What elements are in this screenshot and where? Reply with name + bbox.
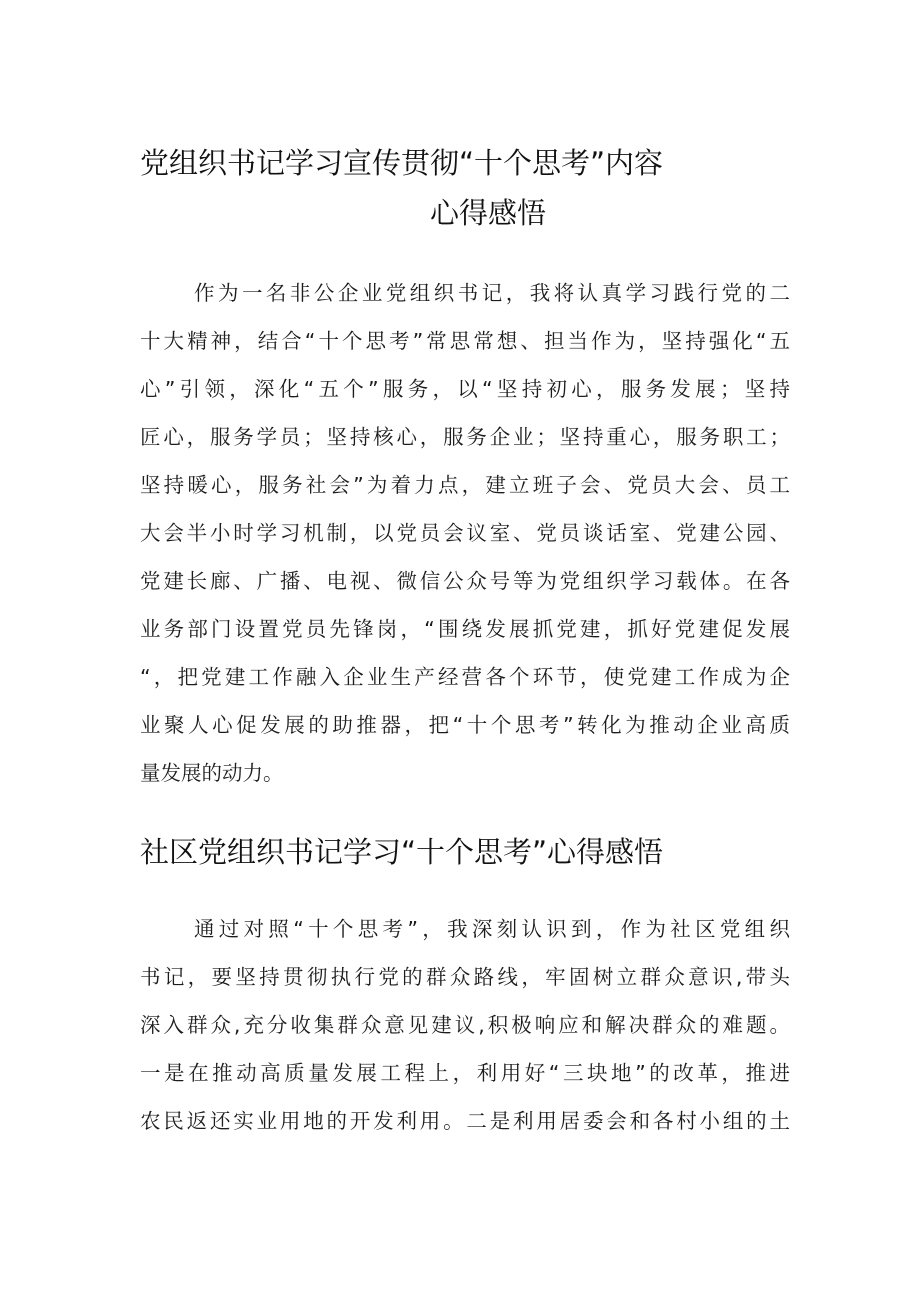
section1-paragraph-line: 业聚人心促发展的助推器，把“十个思考”转化为推动企业高质: [140, 713, 790, 737]
section1-paragraph-line: 十大精神，结合“十个思考”常思常想、担当作为，坚持强化“五: [140, 329, 790, 353]
section2-paragraph-line: 一是在推动高质量发展工程上，利用好“三块地”的改革，推进: [140, 1061, 790, 1085]
section2-paragraph-line: 农民返还实业用地的开发利用。二是利用居委会和各村小组的土: [140, 1109, 790, 1133]
section1-paragraph-line: 大会半小时学习机制，以党员会议室、党员谈话室、党建公园、: [140, 521, 790, 545]
section2-paragraph-line: 书记，要坚持贯彻执行党的群众路线，牢固树立群众意识,带头: [140, 965, 790, 989]
section1-paragraph-line: 作为一名非公企业党组织书记，我将认真学习践行党的二: [194, 281, 790, 305]
section2-title: 社区党组织书记学习“十个思考”心得感悟: [140, 835, 664, 869]
section1-paragraph-line: “，把党建工作融入企业生产经营各个环节，使党建工作成为企: [140, 665, 790, 689]
section1-paragraph-line: 业务部门设置党员先锋岗，“围绕发展抓党建，抓好党建促发展: [140, 617, 790, 641]
section1-paragraph-line: 坚持暖心，服务社会”为着力点，建立班子会、党员大会、员工: [140, 473, 790, 497]
section1-paragraph-line: 量发展的动力。: [140, 761, 284, 785]
section1-paragraph-line: 匠心，服务学员；坚持核心，服务企业；坚持重心，服务职工；: [140, 425, 790, 449]
section2-paragraph-line: 深入群众,充分收集群众意见建议,积极响应和解决群众的难题。: [140, 1013, 790, 1037]
section2-paragraph-line: 通过对照“十个思考”，我深刻认识到，作为社区党组织: [194, 917, 790, 941]
section1-paragraph-line: 党建长廊、广播、电视、微信公众号等为党组织学习载体。在各: [140, 569, 790, 593]
section1-paragraph-line: 心”引领，深化“五个”服务，以“坚持初心，服务发展；坚持: [140, 377, 790, 401]
section1-title-line1: 党组织书记学习宣传贯彻“十个思考”内容: [140, 146, 664, 180]
section1-title-line2: 心得感悟: [430, 196, 547, 230]
